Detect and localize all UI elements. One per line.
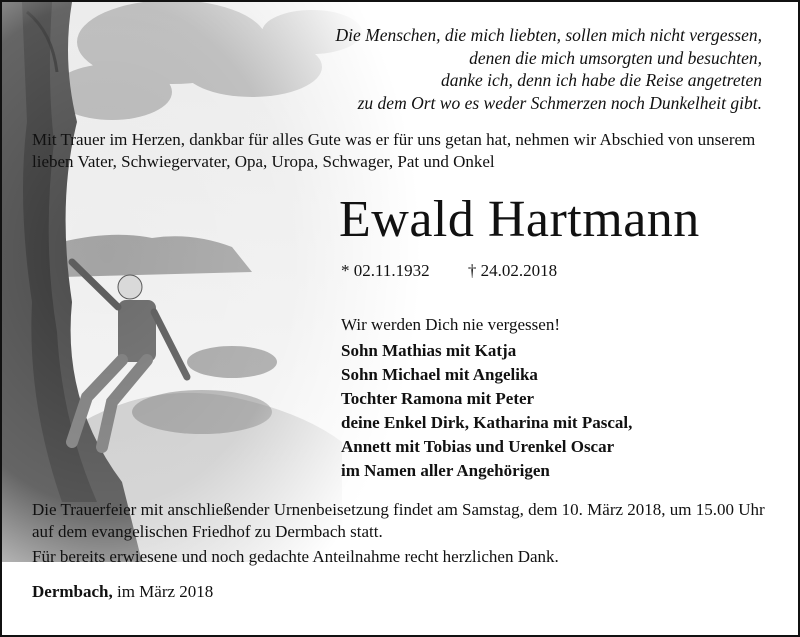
mourner-line: deine Enkel Dirk, Katharina mit Pascal, <box>341 413 633 432</box>
deceased-name: Ewald Hartmann <box>339 191 700 248</box>
closing-place: Dermbach, <box>32 582 113 601</box>
mourner-line: Sohn Michael mit Angelika <box>341 365 538 384</box>
motto: Wir werden Dich nie vergessen! <box>341 315 560 334</box>
closing-line <box>32 582 213 602</box>
poem-line: danke ich, denn ich habe die Reise angetreten <box>440 70 762 90</box>
mourner-line: Sohn Mathias mit Katja <box>341 341 517 360</box>
poem-line: denen die mich umsorgten und besuchten, <box>469 47 762 68</box>
mourners-block <box>341 313 632 483</box>
poem <box>335 24 762 114</box>
thanks-text: Für bereits erwiesene und noch gedachte Anteilnahme recht herzlichen Dank. <box>32 547 559 566</box>
death-date: † 24.02.2018 <box>467 261 558 280</box>
mourner-list <box>341 339 632 483</box>
funeral-notice: Die Trauerfeier mit anschließender Urnenbeisetzung findet am Samstag, dem 10. März 2018, um 15.00 Uhr auf dem evangelischen Friedhof zu Dermbach statt. <box>32 500 765 541</box>
mourner-line: Tochter Ramona mit Peter <box>341 389 535 408</box>
closing-date: im März 2018 <box>116 582 214 601</box>
mourner-line: im Namen aller Angehörigen <box>341 461 550 480</box>
intro-text: Mit Trauer im Herzen, dankbar für alles Gute was er für uns getan hat, nehmen wir Abschied von unserem lieben Vater, Schwiegervater, Opa, Uropa, Schwager, Pat und Onkel <box>32 130 756 171</box>
mourner-line: Annett mit Tobias und Urenkel Oscar <box>341 437 615 456</box>
life-dates <box>341 261 557 281</box>
birth-date: * 02.11.1932 <box>341 261 430 280</box>
poem-line: zu dem Ort wo es weder Schmerzen noch Dunkelheit gibt. <box>357 92 762 113</box>
poem-line: Die Menschen, die mich liebten, sollen mich nicht vergessen, <box>335 25 762 45</box>
